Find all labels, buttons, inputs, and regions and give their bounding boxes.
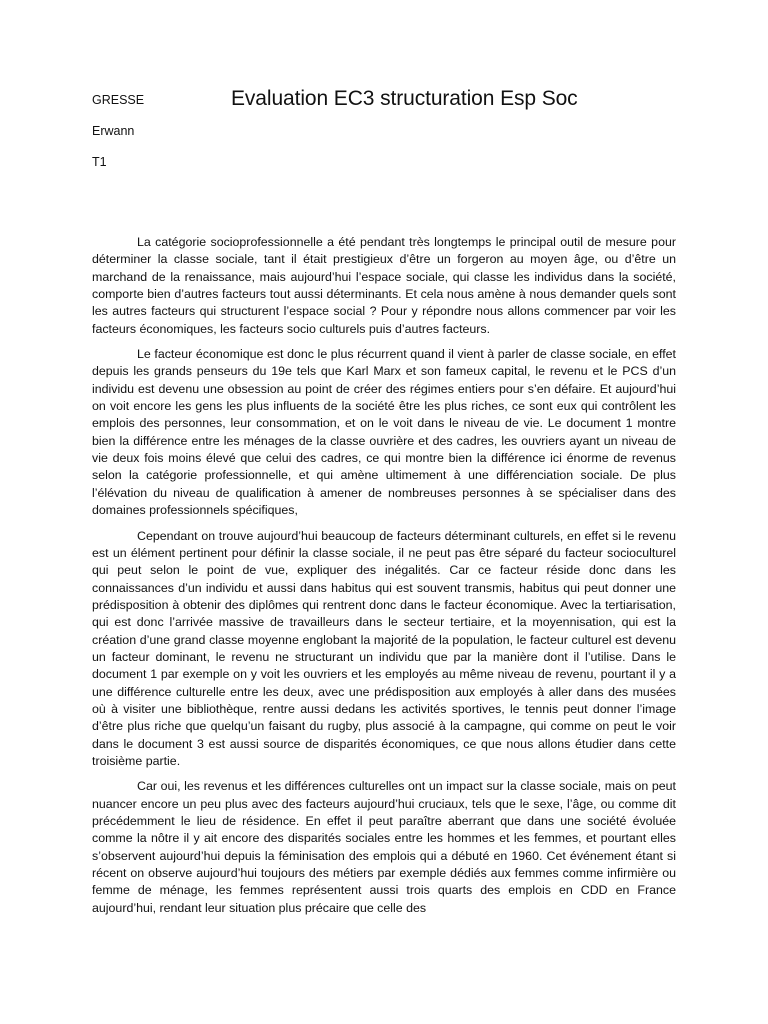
student-info <box>92 92 144 185</box>
paragraph-other-factors: Car oui, les revenus et les différences culturelles ont un impact sur la classe sociale, mais on peut nuancer encore un peu plus avec des facteurs aujourd’hui cruciaux, tels que le sexe, l’âge, ou comme dit précédemment le lieu de résidence. En effet il peut paraître aberrant que dans une société évoluée comme la nôtre il y ait encore des disparités sociales entre les hommes et les femmes, et pourtant elles s’observent aujourd’hui depuis la féminisation des emplois qui a débuté en 1960. Cet événement étant si récent on observe aujourd’hui toujours des métiers par exemple dédiés aux femmes comme infirmière ou femme de ménage, les femmes représentent aussi trois quarts des emplois en CDD en France aujourd’hui, rendant leur situation plus précaire que celle des <box>92 779 676 915</box>
student-class: T1 <box>92 155 107 169</box>
document-title: Evaluation EC3 structuration Esp Soc <box>231 87 578 110</box>
document-body <box>92 234 676 925</box>
paragraph-introduction: La catégorie socioprofessionnelle a été pendant très longtemps le principal outil de mesure pour déterminer la classe sociale, tant il était prestigieux d’être un forgeron au moyen âge, ou d’être un marchand de la renaissance, mais aujourd’hui l’espace sociale, qui classe les individus dans la société, comporte bien d’autres facteurs tout aussi déterminants. Et cela nous amène à nous demander quels sont les autres facteurs qui structurent l’espace social ? Pour y répondre nous allons commencer par voir les facteurs économiques, les facteurs socio culturels puis d’autres facteurs. <box>92 235 676 336</box>
student-surname: GRESSE <box>92 93 145 107</box>
student-firstname: Erwann <box>92 124 135 138</box>
paragraph-cultural-factor: Cependant on trouve aujourd’hui beaucoup de facteurs déterminant culturels, en effet si le revenu est un élément pertinent pour définir la classe sociale, il ne peut pas être séparé du facteur socioculturel qui peut selon le point de vue, expliquer des inégalités. Car ce facteur réside donc dans les connaissances d’un individu et aussi dans habitus qui est souvent transmis, habitus qui peut donner une prédisposition à obtenir des diplômes qui rentrent donc dans le facteur économique. Avec la tertiarisation, qui est donc l’arrivée massive de travailleurs dans le secteur tertiaire, et la moyennisation, qui est la création d’une grand classe moyenne englobant la majorité de la population, le facteur culturel est devenu un facteur dominant, le revenu ne structurant un individu que par la manière dont il l’utilise. Dans le document 1 par exemple on y voit les ouvriers et les employés au même niveau de revenu, pourtant il y a une différence culturelle entre les deux, avec une prédisposition aux employés à aller dans des musées où à visiter une bibliothèque, rentre aussi dedans les activités sportives, le tennis peut donner l’image d’être plus riche que quelqu’un faisant du rugby, plus associé à la campagne, qui comme on peut le voir dans le document 3 est aussi source de disparités économiques, ce que nous allons étudier dans cette troisième partie. <box>92 528 676 768</box>
paragraph-economic-factor: Le facteur économique est donc le plus récurrent quand il vient à parler de classe sociale, en effet depuis les grands penseurs du 19e tels que Karl Marx et son fameux capital, le revenu et le PCS d’un individu est devenu une obsession au point de créer des régimes entiers pour s’en défaire. Et aujourd’hui on voit encore les gens les plus influents de la société être les plus riches, ce sont eux qui contrôlent les emplois des personnes, leur consommation, et on le voit dans le niveau de vie. Le document 1 montre bien la différence entre les ménages de la classe ouvrière et des cadres, les ouvriers ayant un niveau de vie deux fois moins élevé que celui des cadres, ce qui montre bien la différence ici énorme de revenus selon la catégorie professionnelle, et qui amène ultimement à une différenciation sociale. De plus l’élévation du niveau de qualification à amener de nombreuses personnes à se spécialiser dans des domaines professionnels spécifiques, <box>92 347 676 518</box>
